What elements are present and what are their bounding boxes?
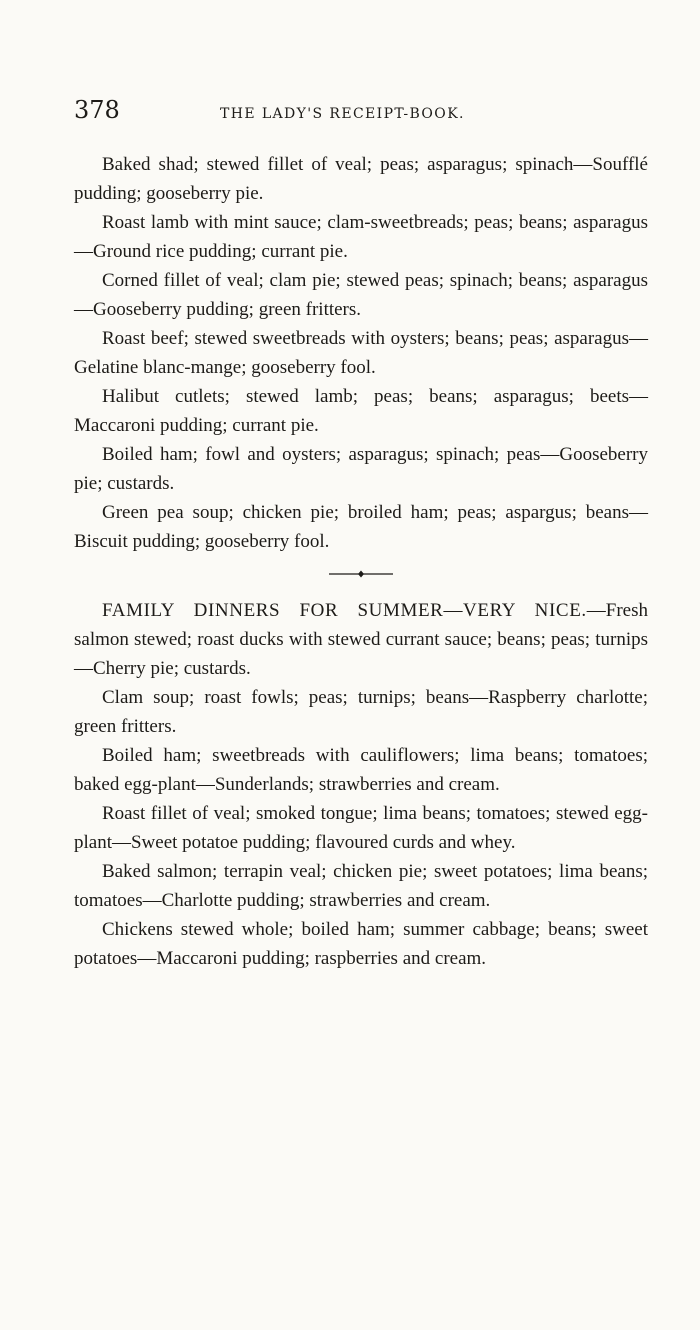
section-title: FAMILY DINNERS FOR SUMMER—VERY NICE. (102, 600, 587, 621)
section-paragraph (74, 596, 648, 683)
book-page (74, 96, 648, 973)
menu-paragraph: Boiled ham; fowl and oysters; asparagus; spinach; peas—Gooseberry pie; custards. (74, 444, 648, 494)
menu-paragraph: Chickens stewed whole; boiled ham; summer cabbage; beans; sweet potatoes—Maccaroni pudding; raspberries and cream. (74, 919, 648, 969)
menu-paragraph: Baked salmon; terrapin veal; chicken pie; sweet potatoes; lima beans; tomatoes—Charlotte pudding; strawberries and cream. (74, 861, 648, 911)
menu-paragraph: Green pea soup; chicken pie; broiled ham; peas; aspargus; beans—Biscuit pudding; gooseberry fool. (74, 502, 648, 552)
ornament-rule-icon (329, 569, 393, 579)
page-header (74, 96, 648, 136)
menu-paragraph: Roast lamb with mint sauce; clam-sweetbreads; peas; beans; asparagus—Ground rice pudding; currant pie. (74, 212, 648, 262)
menu-paragraph: Roast beef; stewed sweetbreads with oysters; beans; peas; asparagus—Gelatine blanc-mange; gooseberry fool. (74, 328, 648, 378)
menu-paragraph: Halibut cutlets; stewed lamb; peas; beans; asparagus; beets—Maccaroni pudding; currant pie. (74, 386, 648, 436)
menu-paragraph: Roast fillet of veal; smoked tongue; lima beans; tomatoes; stewed egg-plant—Sweet potatoe pudding; flavoured curds and whey. (74, 803, 648, 853)
running-title: THE LADY'S RECEIPT-BOOK. (220, 106, 465, 122)
page-number: 378 (74, 96, 120, 124)
section-text: —Fresh salmon stewed; roast ducks with stewed currant sauce; beans; peas; turnips—Cherry pie; custards. (74, 600, 648, 679)
menu-paragraph: Boiled ham; sweetbreads with cauliflowers; lima beans; tomatoes; baked egg-plant—Sunderlands; strawberries and cream. (74, 745, 648, 795)
menu-paragraph: Baked shad; stewed fillet of veal; peas; asparagus; spinach—Soufflé pudding; gooseberry pie. (74, 154, 648, 204)
section-divider (74, 558, 648, 590)
menu-paragraph: Corned fillet of veal; clam pie; stewed peas; spinach; beans; asparagus—Gooseberry pudding; green fritters. (74, 270, 648, 320)
menu-paragraph: Clam soup; roast fowls; peas; turnips; beans—Raspberry charlotte; green fritters. (74, 687, 648, 737)
